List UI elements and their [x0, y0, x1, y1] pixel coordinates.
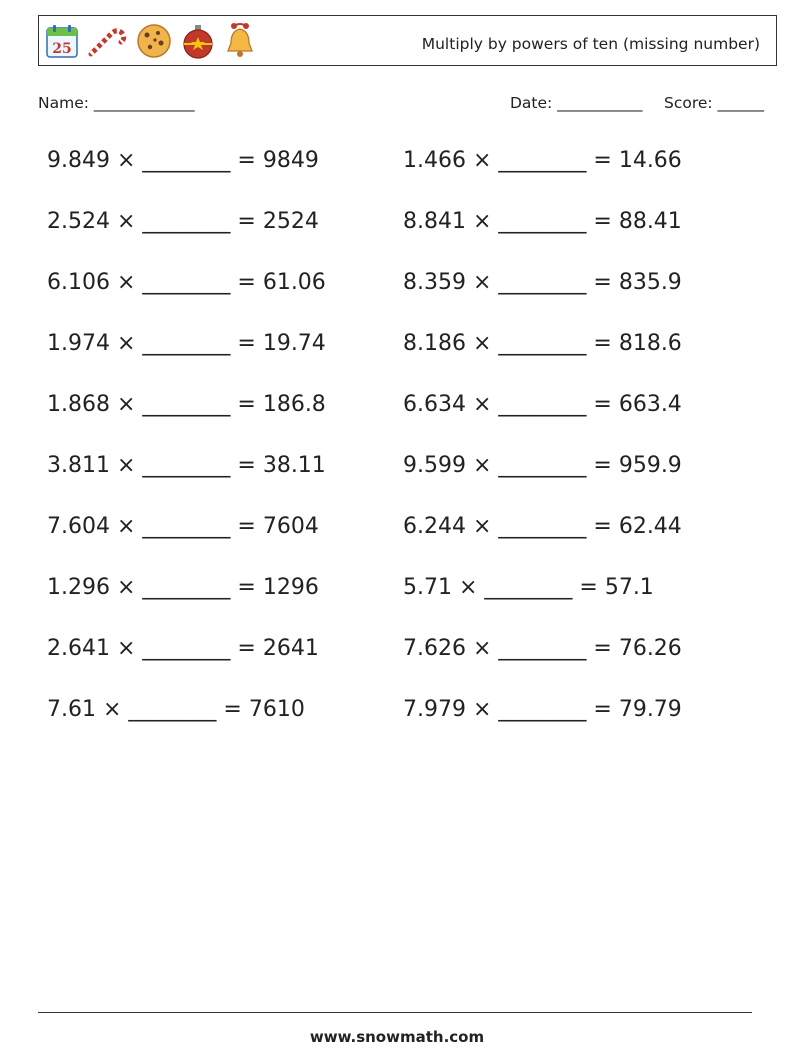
problem-right-7: 6.244 × ________ = 62.44: [403, 514, 682, 539]
header-icons: [45, 21, 257, 61]
problem-right-3: 8.359 × ________ = 835.9: [403, 270, 682, 295]
problem-left-1: 9.849 × ________ = 9849: [47, 148, 319, 173]
footer-site: www.snowmath.com: [309, 1028, 485, 1046]
bell-icon: [223, 21, 257, 61]
candy-cane-icon: [87, 24, 127, 58]
problem-left-4: 1.974 × ________ = 19.74: [47, 331, 326, 356]
worksheet-title: Multiply by powers of ten (missing number): [421, 35, 760, 53]
problem-left-8: 1.296 × ________ = 1296: [47, 575, 319, 600]
problem-right-6: 9.599 × ________ = 959.9: [403, 453, 682, 478]
footer-divider: [38, 1012, 752, 1013]
calendar-icon: [45, 23, 79, 59]
problem-left-10: 7.61 × ________ = 7610: [47, 697, 305, 722]
calendar-day: 25: [52, 41, 72, 57]
problem-left-7: 7.604 × ________ = 7604: [47, 514, 319, 539]
date-field: Date: ___________: [510, 94, 643, 112]
ornament-icon: [181, 22, 215, 60]
problem-right-5: 6.634 × ________ = 663.4: [403, 392, 682, 417]
problem-right-2: 8.841 × ________ = 88.41: [403, 209, 682, 234]
problem-left-3: 6.106 × ________ = 61.06: [47, 270, 326, 295]
problem-left-6: 3.811 × ________ = 38.11: [47, 453, 326, 478]
problem-left-9: 2.641 × ________ = 2641: [47, 636, 319, 661]
worksheet-header: [38, 15, 777, 66]
problem-right-4: 8.186 × ________ = 818.6: [403, 331, 682, 356]
name-field: Name: _____________: [38, 94, 195, 112]
problem-left-2: 2.524 × ________ = 2524: [47, 209, 319, 234]
problem-right-9: 7.626 × ________ = 76.26: [403, 636, 682, 661]
problem-right-8: 5.71 × ________ = 57.1: [403, 575, 654, 600]
score-field: Score: ______: [664, 94, 765, 112]
problem-left-5: 1.868 × ________ = 186.8: [47, 392, 326, 417]
problem-right-10: 7.979 × ________ = 79.79: [403, 697, 682, 722]
cookie-icon: [135, 22, 173, 60]
problem-right-1: 1.466 × ________ = 14.66: [403, 148, 682, 173]
